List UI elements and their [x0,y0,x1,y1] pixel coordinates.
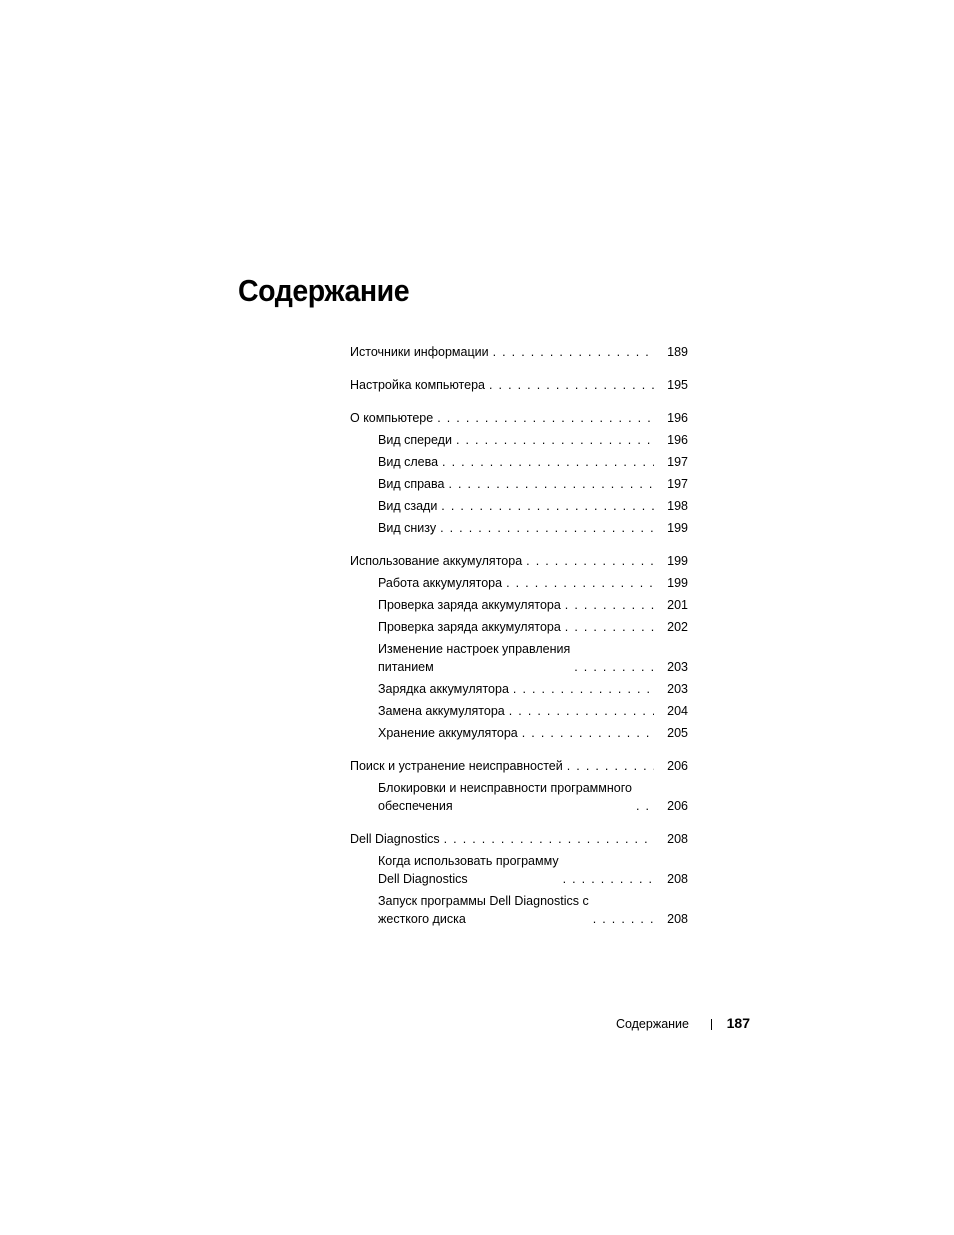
toc-entry-title: Работа аккумулятора [378,574,506,592]
table-of-contents [350,343,688,943]
toc-entry[interactable] [350,376,688,394]
toc-entry-page-number: 208 [667,832,688,846]
toc-entry[interactable] [350,757,688,775]
toc-entry[interactable] [350,343,688,361]
toc-entry-page-number: 189 [667,345,688,359]
toc-subentry[interactable] [350,453,688,471]
toc-entry-page-number: 199 [667,521,688,535]
dot-leader [526,552,654,570]
dot-leader [522,724,654,742]
toc-entry-text [350,830,662,848]
dot-leader [456,431,654,449]
toc-entry-title: Вид спереди [378,431,456,449]
dot-leader [444,830,654,848]
toc-entry-page-number: 197 [667,477,688,491]
toc-entry-title: Вид слева [378,453,442,471]
toc-subentry[interactable] [350,574,688,592]
toc-entry-title: Вид справа [378,475,448,493]
toc-entry-text [350,343,662,361]
dot-leader [506,574,654,592]
toc-entry-title: Блокировки и неисправности программного обеспечения [378,779,636,815]
toc-entry-title: О компьютере [350,409,437,427]
toc-entry-title: Запуск программы Dell Diagnostics с жесткого диска [378,892,593,928]
toc-entry-page-number: 199 [667,554,688,568]
toc-entry-text [378,680,662,698]
toc-entry-page-number: 203 [667,682,688,696]
toc-entry-text [378,779,662,815]
toc-subentry[interactable] [350,497,688,515]
dot-leader [441,497,654,515]
toc-entry-title: Использование аккумулятора [350,552,526,570]
toc-entry-page-number: 206 [667,759,688,773]
footer-divider [711,1019,712,1030]
toc-entry-text [350,409,662,427]
toc-entry-text [378,453,662,471]
toc-entry-page-number: 205 [667,726,688,740]
toc-entry-text [378,640,662,676]
toc-entry-text [378,702,662,720]
dot-leader [448,475,654,493]
dot-leader [440,519,654,537]
toc-entry-text [378,574,662,592]
page-title: Содержание [238,272,410,308]
toc-entry-title: Dell Diagnostics [350,830,444,848]
toc-entry-title: Поиск и устранение неисправностей [350,757,567,775]
dot-leader [509,702,654,720]
toc-entry-title: Настройка компьютера [350,376,489,394]
toc-subentry[interactable] [350,618,688,636]
toc-entry-title: Когда использовать программу Dell Diagnostics [378,852,563,888]
toc-entry-page-number: 208 [667,912,688,926]
toc-subentry[interactable] [350,640,688,676]
toc-section [350,757,688,815]
toc-entry-page-number: 196 [667,411,688,425]
toc-section [350,343,688,361]
toc-subentry[interactable] [350,596,688,614]
toc-entry-page-number: 206 [667,799,688,813]
footer-page-number: 187 [726,1015,750,1031]
dot-leader [565,596,654,614]
toc-entry[interactable] [350,830,688,848]
toc-subentry[interactable] [350,779,688,815]
toc-subentry[interactable] [350,702,688,720]
toc-entry-title: Вид сзади [378,497,441,515]
toc-entry-page-number: 197 [667,455,688,469]
toc-entry-page-number: 199 [667,576,688,590]
toc-subentry[interactable] [350,519,688,537]
toc-entry-title: Изменение настроек управления питанием [378,640,574,676]
footer-section-label: Содержание [615,1017,689,1031]
toc-entry-text [378,724,662,742]
toc-entry-title: Хранение аккумулятора [378,724,522,742]
dot-leader [489,376,654,394]
toc-section [350,409,688,537]
dot-leader [567,757,654,775]
dot-leader [636,797,654,815]
dot-leader [442,453,654,471]
dot-leader [574,658,654,676]
toc-subentry[interactable] [350,724,688,742]
toc-entry-page-number: 196 [667,433,688,447]
dot-leader [493,343,654,361]
toc-subentry[interactable] [350,431,688,449]
toc-entry-text [378,497,662,515]
toc-entry-page-number: 195 [667,378,688,392]
toc-entry-text [378,852,662,888]
toc-entry-title: Источники информации [350,343,493,361]
toc-entry-page-number: 204 [667,704,688,718]
toc-entry-text [378,618,662,636]
dot-leader [565,618,654,636]
toc-subentry[interactable] [350,680,688,698]
dot-leader [513,680,654,698]
toc-entry-text [378,596,662,614]
toc-section [350,830,688,928]
toc-entry-title: Вид снизу [378,519,440,537]
toc-entry-page-number: 201 [667,598,688,612]
toc-entry-title: Зарядка аккумулятора [378,680,513,698]
toc-subentry[interactable] [350,475,688,493]
toc-entry[interactable] [350,552,688,570]
toc-subentry[interactable] [350,892,688,928]
toc-section [350,552,688,742]
toc-entry[interactable] [350,409,688,427]
toc-entry-text [378,431,662,449]
toc-entry-page-number: 203 [667,660,688,674]
toc-entry-text [350,376,662,394]
toc-entry-text [350,552,662,570]
toc-entry-text [350,757,662,775]
toc-entry-title: Замена аккумулятора [378,702,509,720]
toc-section [350,376,688,394]
toc-entry-page-number: 202 [667,620,688,634]
toc-entry-text [378,475,662,493]
dot-leader [593,910,654,928]
dot-leader [437,409,654,427]
toc-entry-title: Проверка заряда аккумулятора [378,618,565,636]
toc-entry-title: Проверка заряда аккумулятора [378,596,565,614]
dot-leader [563,870,654,888]
toc-entry-page-number: 198 [667,499,688,513]
toc-entry-text [378,892,662,928]
toc-entry-text [378,519,662,537]
toc-subentry[interactable] [350,852,688,888]
toc-entry-page-number: 208 [667,872,688,886]
